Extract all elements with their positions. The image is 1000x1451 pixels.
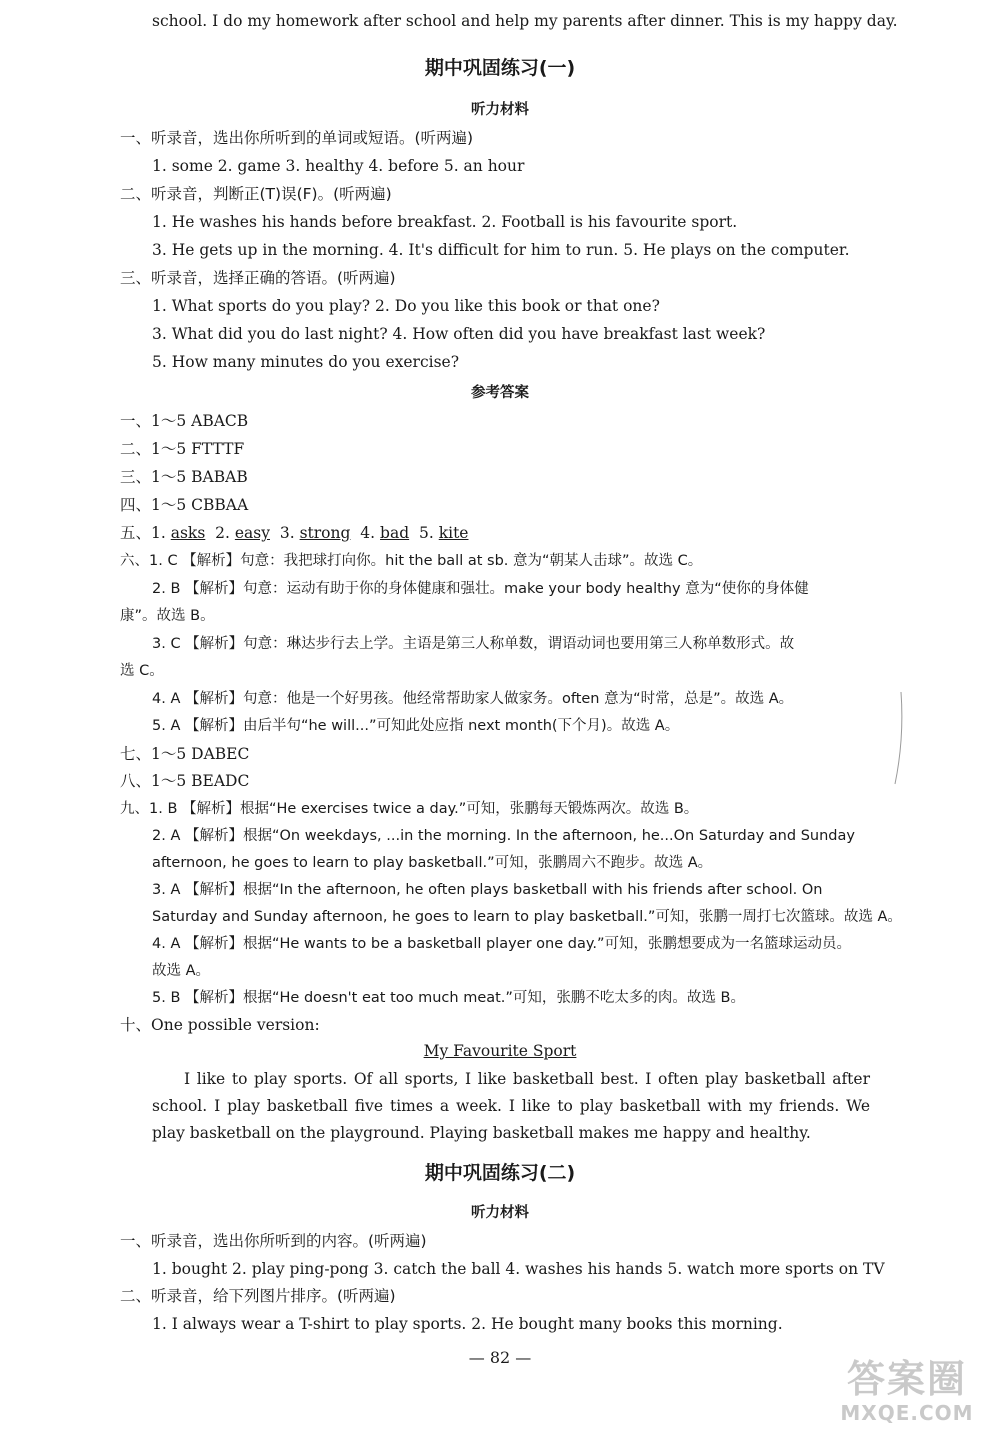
answer-9-4a: 4. A 【解析】根据“He wants to be a basketball player one day.”可知，张鹏想要成为一名篮球运动员。 (152, 936, 851, 952)
s2-part1-items: 1. bought 2. play ping-pong 3. catch the ball 4. washes his hands 5. watch more sports on TV (152, 1260, 885, 1278)
top-line: school. I do my homework after school and help my parents after dinner. This is my happy day. (152, 12, 898, 30)
s2-part2-line1: 1. I always wear a T-shirt to play sports. 2. He bought many books this morning. (152, 1315, 783, 1333)
s1-part1-items: 1. some 2. game 3. healthy 4. before 5. an hour (152, 157, 525, 175)
answer-9-4b: 故选 A。 (152, 963, 211, 979)
answer-5-word-5: kite (438, 524, 469, 542)
answer-6-2a: 2. B 【解析】句意：运动有助于你的身体健康和强壮。make your body healthy 意为“使你的身体健 (152, 581, 809, 597)
answer-9-5: 5. B 【解析】根据“He doesn't eat too much meat.”可知，张鹏不吃太多的肉。故选 B。 (152, 990, 745, 1006)
s2-part1-heading: 一、听录音，选出你所听到的内容。(听两遍) (120, 1232, 427, 1250)
answer-1: 一、1～5 ABACB (120, 412, 249, 430)
watermark-logo (832, 1357, 982, 1437)
margin-pencil-mark (893, 690, 905, 786)
answer-6-5: 5. A 【解析】由后半句“he will...”可知此处应指 next month(下个月)。故选 A。 (152, 718, 680, 734)
page-number: — 82 — (468, 1348, 532, 1367)
essay-title: My Favourite Sport (423, 1042, 577, 1060)
watermark-text: 答案圈 (846, 1357, 967, 1401)
section1-listening-heading: 听力材料 (471, 102, 529, 118)
section2-listening-heading: 听力材料 (471, 1205, 529, 1221)
answer-2: 二、1～5 FTTTF (120, 440, 245, 458)
s1-part3-line3: 5. How many minutes do you exercise? (152, 353, 460, 371)
s1-part3-line1: 1. What sports do you play? 2. Do you like this book or that one? (152, 297, 660, 315)
essay-body: I like to play sports. Of all sports, I like basketball best. I often play basketball after school. I play basketball five times a week. I like to play basketball with my friends. We play basketball on the playground. Playing basketball makes me happy and healthy. (152, 1070, 870, 1142)
answer-9-1: 九、1. B 【解析】根据“He exercises twice a day.”可知，张鹏每天锻炼两次。故选 B。 (120, 801, 699, 817)
answers-heading: 参考答案 (471, 385, 529, 401)
answer-6-1: 六、1. C 【解析】句意：我把球打向你。hit the ball at sb. 意为“朝某人击球”。故选 C。 (120, 553, 703, 569)
answer-5-word-1: asks (170, 524, 206, 542)
s1-part3-line2: 3. What did you do last night? 4. How often did you have breakfast last week? (152, 325, 766, 343)
s1-part2-heading: 二、听录音，判断正(T)误(F)。(听两遍) (120, 185, 392, 203)
s2-part2-heading: 二、听录音，给下列图片排序。(听两遍) (120, 1287, 396, 1305)
section1-title: 期中巩固练习(一) (424, 57, 576, 79)
answer-8: 八、1～5 BEADC (120, 772, 250, 790)
answer-4: 四、1～5 CBBAA (120, 496, 249, 514)
s1-part3-heading: 三、听录音，选择正确的答语。(听两遍) (120, 269, 396, 287)
answer-5-word-2: easy (234, 524, 270, 542)
answer-10: 十、One possible version: (120, 1016, 320, 1034)
answer-6-3b: 选 C。 (120, 663, 164, 679)
answer-6-4: 4. A 【解析】句意：他是一个好男孩。他经常帮助家人做家务。often 意为“时常，总是”。故选 A。 (152, 691, 794, 707)
answer-9-3b: Saturday and Sunday afternoon, he goes to learn to play basketball.”可知，张鹏一周打七次篮球。故选 A。 (152, 909, 902, 925)
answer-6-2b: 康”。故选 B。 (120, 608, 215, 624)
answer-6-3a: 3. C 【解析】句意：琳达步行去上学。主语是第三人称单数，谓语动词也要用第三人称单数形式。故 (152, 636, 795, 652)
answer-3: 三、1～5 BABAB (120, 468, 248, 486)
s1-part2-line1: 1. He washes his hands before breakfast. 2. Football is his favourite sport. (152, 213, 738, 231)
answer-9-2b: afternoon, he goes to learn to play basketball.”可知，张鹏周六不跑步。故选 A。 (152, 855, 713, 871)
answer-5-num-3: 3. (279, 524, 295, 542)
section2-title: 期中巩固练习(二) (424, 1162, 576, 1184)
answer-5-prefix: 五、1. (120, 524, 166, 542)
answer-5-num-4: 4. (360, 524, 376, 542)
s1-part1-heading: 一、听录音，选出你所听到的单词或短语。(听两遍) (120, 129, 474, 147)
answer-5 (120, 522, 468, 544)
watermark-url: MXQE.COM (840, 1401, 974, 1425)
s1-part2-line2: 3. He gets up in the morning. 4. It's difficult for him to run. 5. He plays on the computer. (152, 241, 850, 259)
answer-5-word-4: bad (380, 524, 410, 542)
answer-7: 七、1～5 DABEC (120, 745, 250, 763)
answer-9-3a: 3. A 【解析】根据“In the afternoon, he often plays basketball with his friends after school. On (152, 882, 823, 898)
answer-5-num-5: 5. (418, 524, 434, 542)
answer-5-num-2: 2. (215, 524, 230, 542)
answer-9-2a: 2. A 【解析】根据“On weekdays, ...in the morning. In the afternoon, he...On Saturday and Sunday (152, 828, 855, 844)
answer-5-word-3: strong (299, 524, 351, 542)
